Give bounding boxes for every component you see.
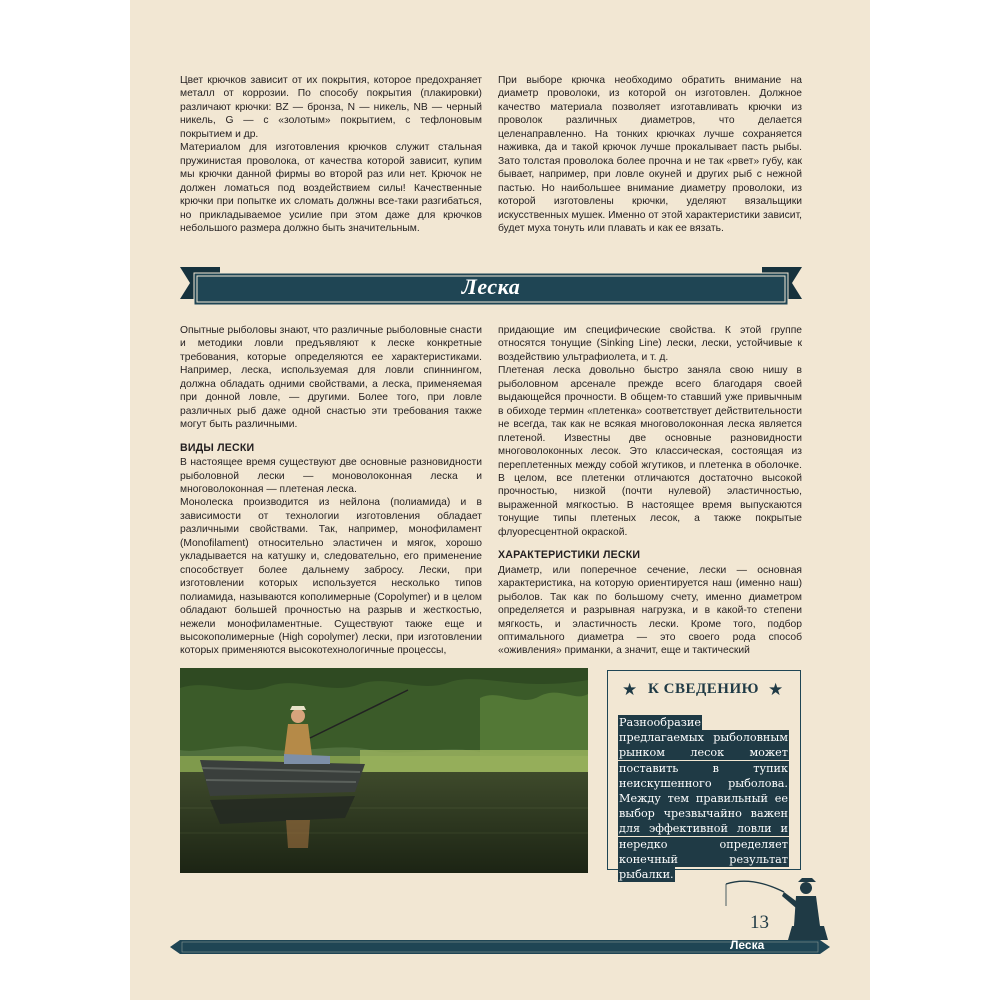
subheading: ВИДЫ ЛЕСКИ bbox=[180, 441, 255, 454]
paragraph: В настоящее время существуют две основные разновидности рыболовной лески — моноволоконная леска и многоволоконная — плетеная леска. bbox=[180, 457, 482, 495]
info-box-text bbox=[618, 715, 789, 882]
fishing-boat-photo bbox=[180, 668, 588, 873]
info-box-header bbox=[608, 677, 799, 703]
star-icon: ★ bbox=[622, 680, 638, 699]
info-box bbox=[607, 670, 801, 882]
page-number: 13 bbox=[750, 912, 769, 933]
paragraph: придающие им специфические свойства. К этой группе относятся тонущие (Sinking Line) лески, лески, устойчивые к воздействию ультрафиолета, и т. д. bbox=[498, 325, 802, 363]
paragraph: Материалом для изготовления крючков служит стальная пружинистая проволока, от качества которой зависит, купим мы крючки данной фирмы во второй раз или нет. Крючок не должен ломаться под воздействием силы! Качественные крючки при попытке их сломать должны все-таки разгибаться, но прикладываемое усилие при этом даже для крючков небольшого размера должно быть значительным. bbox=[180, 142, 482, 234]
paragraph: Цвет крючков зависит от их покрытия, которое предохраняет металл от коррозии. По способу покрытия (плакировки) различают крючки: BZ — бронза, N — никель, NB — черный никель, G — с «золотым» покрытием, с тефлоновым покрытием и др. bbox=[180, 75, 482, 140]
section-title: Леска bbox=[461, 274, 521, 299]
paragraph: Плетеная леска довольно быстро заняла свою нишу в рыболовном арсенале прежде всего благодаря своей выдающейся прочности. В общем-то ставший уже привычным в обиходе термин «плетенка» соответствует действительности не всегда, так как не всякая многоволоконная леска является плетеной. Известны две основные разновидности многоволоконных лесок. Это классическая, состоящая из переплетенных между собой жгутиков, и плетенка в оболочке. В целом, все плетенки отличаются достаточно высокой прочностью, низкой (почти нулевой) эластичностью, выраженной мягкостью. В настоящее время выпускаются тонущие типы плетеных лесок, а также покрытые флуоресцентной окраской. bbox=[498, 365, 802, 538]
footer-section-label: Леска bbox=[730, 938, 765, 952]
book-page bbox=[130, 0, 870, 1000]
star-icon: ★ bbox=[768, 680, 784, 699]
info-box-text-content: Разнообразие предлагаемых рыболовным рынком лесок может поставить в тупик неискушенного рыболова. Между тем правильный ее выбор чрезвычайно важен для эффективной ловли и нередко определяет конечный результат рыбалки. bbox=[619, 716, 788, 882]
mid-right-column bbox=[498, 324, 802, 657]
paragraph: Диаметр, или поперечное сечение, лески — основная характеристика, на которую ориентируется наш (именно наш) рыболов. Так как по большому счету, именно диаметром определяется и разрывная нагрузка, и в какой-то степени мягкость, и эластичность лески. Кроме того, подбор оптимального диаметра — это своего рода способ «оживления» приманки, а значит, еще и тактический bbox=[498, 564, 802, 657]
section-banner bbox=[180, 265, 802, 309]
subheading: ХАРАКТЕРИСТИКИ ЛЕСКИ bbox=[498, 549, 641, 562]
top-left-column bbox=[180, 74, 482, 235]
paragraph: При выборе крючка необходимо обратить внимание на диаметр проволоки, из которой он изготовлен. Должное качество материала позволяет изготавливать крючки из проволок различных диаметров, что делается целенаправленно. На тонких крючках лучше сохраняется наживка, да и такой крючок лучше прокалывает пасть рыбы. Зато толстая проволока более прочна и не так «рвет» губу, как бывает, например, при ловле окуней и других рыб с нежной пастью. Но наибольшее внимание диаметру проволоки, из которой изготовлены крючки, уделяют вязальщики искусственных мушек. Именно от этой характеристики зависит, будет муха тонуть или плавать и как ее вязать. bbox=[498, 75, 802, 234]
mid-left-column bbox=[180, 324, 482, 658]
paragraph: Опытные рыболовы знают, что различные рыболовные снасти и методики ловли предъявляют к леске конкретные требования, которые определяются ее характеристиками. Например, леска, используемая для ловли спиннингом, должна обладать одними свойствами, а леска, применяемая при донной ловле, — другими. Более того, при ловле различных рыб даже одной снастью эти требования также могут быть различными. bbox=[180, 325, 482, 431]
top-right-column bbox=[498, 74, 802, 235]
paragraph: Монолеска производится из нейлона (полиамида) и в зависимости от технологии изготовления обладает различными свойствами. Так, например, монофиламент (Monofilament) относительно эластичен и мягок, хорошо укладывается на катушку и, следовательно, его применение способствует более дальнему забросу. Лески, при изготовлении которых используется несколько типов полиамида, называются кополимерные (Copolymer) и в целом обладают большей прочностью на разрыв и жесткостью, нежели монофиламентные. Существуют также еще и высокополимерные (High copolymer) лески, при изготовлении которых применяются высокотехнологичные процессы, bbox=[180, 497, 482, 657]
info-box-title: К СВЕДЕНИЮ bbox=[647, 681, 760, 697]
